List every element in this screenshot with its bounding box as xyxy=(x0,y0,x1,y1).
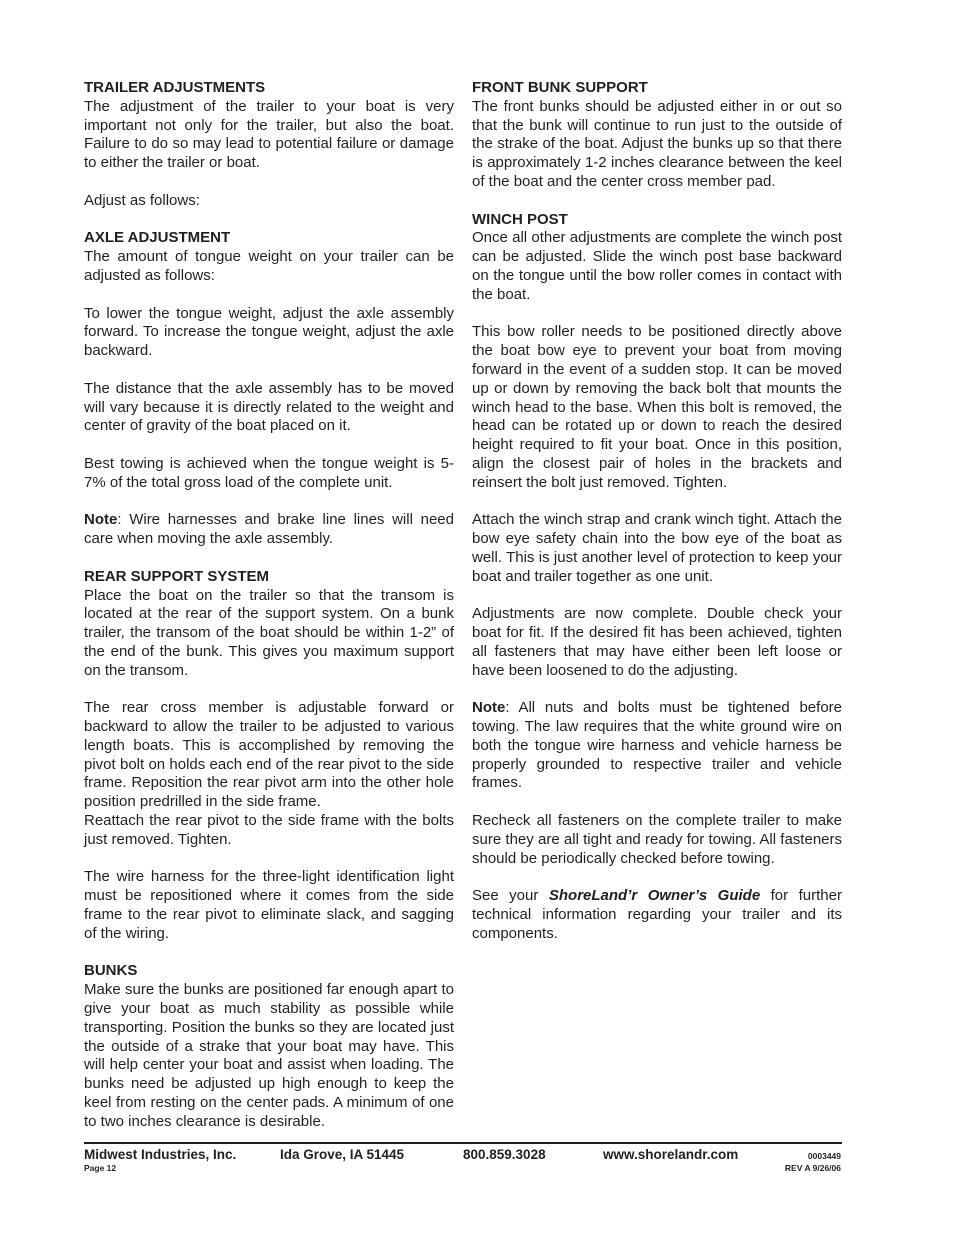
footer-phone: 800.859.3028 xyxy=(463,1147,546,1162)
paragraph: Recheck all fasteners on the complete trailer to make sure they are all tight and ready for towing. All fasteners should be periodically checked before towing. xyxy=(472,812,842,867)
paragraph: Attach the winch strap and crank winch tight. Attach the bow eye safety chain into the bow eye of the boat as well. This is just another level of protection to keep your boat and trailer together as one unit. xyxy=(472,511,842,585)
note-label: Note xyxy=(472,699,506,717)
paragraph: The amount of tongue weight on your trailer can be adjusted as follows: xyxy=(84,248,454,284)
left-column xyxy=(84,79,454,1150)
paragraph: The adjustment of the trailer to your boat is very important not only for the trailer, but also the boat. Failure to do so may lead to potential failure or damage to either the trailer or boat. xyxy=(84,97,454,172)
heading-front-bunk-support: FRONT BUNK SUPPORT xyxy=(472,79,648,96)
note-label: Note xyxy=(84,511,118,529)
paragraph: The distance that the axle assembly has to be moved will vary because it is directly related to the weight and center of gravity of the boat placed on it. xyxy=(84,379,454,435)
footer-location: Ida Grove, IA 51445 xyxy=(280,1147,405,1162)
footer-page-number: Page 12 xyxy=(84,1163,117,1173)
footer-revision: REV A 9/26/06 xyxy=(784,1163,841,1173)
paragraph: Reattach the rear pivot to the side frame with the bolts just removed. Tighten. xyxy=(84,812,454,848)
heading-trailer-adjustments: TRAILER ADJUSTMENTS xyxy=(84,79,266,96)
paragraph: Adjustments are now complete. Double check your boat for fit. If the desired fit has been achieved, tighten all fasteners that may have either been left loose or have been loosened to do the adjusting. xyxy=(472,605,842,679)
paragraph: This bow roller needs to be positioned directly above the boat bow eye to prevent your boat from moving forward in the event of a sudden stop. It can be moved up or down by removing the back bolt that mounts the winch head to the base. When this bolt is removed, the head can be rotated up or down to reach the desired height required to fit your boat. Once in this position, align the closest pair of holes in the brackets and reinsert the bolt just removed. Tighten. xyxy=(472,323,842,491)
owners-guide-paragraph xyxy=(472,887,842,943)
paragraph: Place the boat on the trailer so that the transom is located at the rear of the support system. On a bunk trailer, the transom of the boat should be within 1-2” of the end of the bunk. This gives you maximum support on the transom. xyxy=(84,586,454,679)
paragraph: The rear cross member is adjustable forward or backward to allow the trailer to be adjusted to various length boats. This is accomplished by removing the pivot bolt on holds each end of the rear pivot to the side frame. Reposition the rear pivot arm into the other hole position predrilled in the side frame. xyxy=(84,699,454,811)
footer-rule xyxy=(84,1142,842,1144)
note-paragraph xyxy=(84,511,454,549)
paragraph: Adjust as follows: xyxy=(84,191,200,209)
see-text-end: for further technical information regarding your trailer and its components. xyxy=(472,887,842,942)
paragraph: The wire harness for the three-light identification light must be repositioned where it comes from the side frame to the rear pivot to eliminate slack, and sagging of the wiring. xyxy=(84,868,454,942)
see-text: See your xyxy=(472,887,549,905)
heading-rear-support-system: REAR SUPPORT SYSTEM xyxy=(84,567,270,585)
owners-guide-title: ShoreLand’r Owner’s Guide xyxy=(548,887,761,905)
paragraph: Once all other adjustments are complete the winch post can be adjusted. Slide the winch post base backward on the tongue until the bow roller comes in contact with the boat. xyxy=(472,229,842,303)
note-paragraph xyxy=(472,699,842,793)
paragraph: The front bunks should be adjusted either in or out so that the bunk will continue to run just to the outside of the strake of the boat. Adjust the bunks up so that there is approximately 1-2 inches clearance between the keel of the boat and the center cross member pad. xyxy=(472,97,842,190)
heading-axle-adjustment: AXLE ADJUSTMENT xyxy=(84,229,231,247)
heading-bunks: BUNKS xyxy=(84,962,138,980)
note-text: : All nuts and bolts must be tightened before towing. The law requires that the white ground wire on both the tongue wire harness and vehicle harness be properly grounded to respective trailer and vehicle frames. xyxy=(472,699,842,792)
footer-company: Midwest Industries, Inc. xyxy=(84,1147,237,1162)
footer-website: www.shorelandr.com xyxy=(603,1147,739,1162)
note-text: : Wire harnesses and brake line lines will need care when moving the axle assembly. xyxy=(84,511,454,548)
paragraph: Make sure the bunks are positioned far enough apart to give your boat as much stability as possible while transporting. Position the bunks so they are located just the outside of a strake that your boat may have. This will help center your boat and assist when loading. The bunks need be adjusted up high enough to keep the keel from resting on the center pads. A minimum of one to two inches clearance is desirable. xyxy=(84,981,454,1130)
right-column xyxy=(472,79,842,962)
footer-doc-number: 0003449 xyxy=(807,1151,841,1161)
heading-winch-post: WINCH POST xyxy=(472,210,568,228)
paragraph: Best towing is achieved when the tongue weight is 5-7% of the total gross load of the complete unit. xyxy=(84,454,454,491)
paragraph: To lower the tongue weight, adjust the axle assembly forward. To increase the tongue weight, adjust the axle backward. xyxy=(84,304,454,360)
